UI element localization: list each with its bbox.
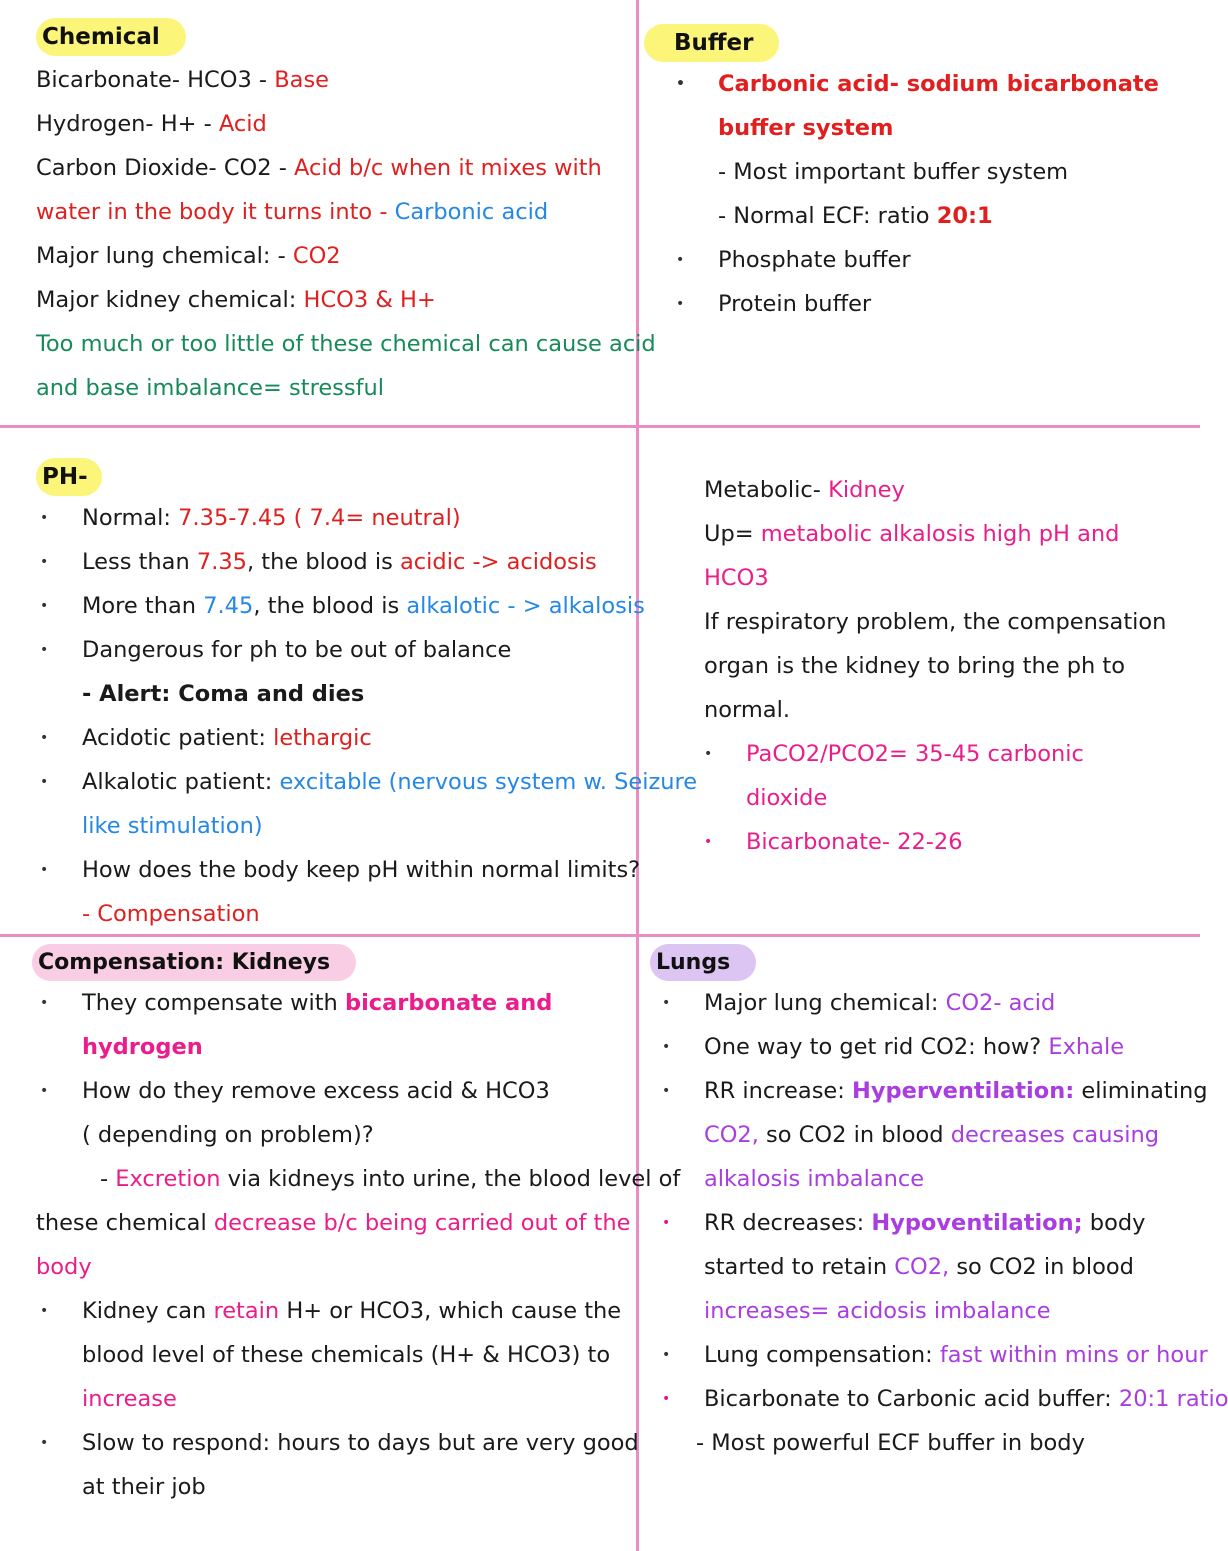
kidneys-title: Compensation: Kidneys <box>32 944 356 981</box>
buffer-item: • Carbonic acid- sodium bicarbonate <box>676 62 1159 106</box>
metabolic-line: organ is the kidney to bring the ph to <box>704 653 1126 679</box>
buffer-title: Buffer <box>644 24 779 62</box>
lungs-item-cont: alkalosis imbalance <box>704 1166 925 1192</box>
chemical-note: Too much or too little of these chemical can cause acid <box>36 331 656 357</box>
buffer-item: • Protein buffer <box>676 282 1159 326</box>
kidneys-item: • They compensate with bicarbonate and <box>40 981 680 1025</box>
lungs-item-cont: increases= acidosis imbalance <box>704 1298 1051 1324</box>
ph-item: • How does the body keep pH within normal limits? <box>40 848 697 892</box>
lungs-item: • RR increase: Hyperventilation: eliminating <box>662 1069 1228 1113</box>
chemical-note: and base imbalance= stressful <box>36 375 385 401</box>
ph-item: • Alkalotic patient: excitable (nervous system w. Seizure <box>40 760 697 804</box>
chemical-line: Major kidney chemical: HCO3 & H+ <box>36 287 436 313</box>
lungs-section <box>650 944 1228 1465</box>
kidneys-item-cont: increase <box>82 1386 177 1412</box>
lungs-subitem: - Most powerful ECF buffer in body <box>696 1430 1085 1456</box>
chemical-section <box>36 18 656 410</box>
lungs-item-cont: started to retain CO2, so CO2 in blood <box>704 1254 1134 1280</box>
metabolic-line: If respiratory problem, the compensation <box>704 609 1167 635</box>
metabolic-line: Metabolic- Kidney <box>704 477 905 503</box>
chemical-line: Major lung chemical: - CO2 <box>36 243 341 269</box>
chemical-line: water in the body it turns into - Carbonic acid <box>36 199 549 225</box>
kidneys-item-cont: hydrogen <box>82 1034 203 1060</box>
metabolic-line: HCO3 <box>704 565 769 591</box>
lungs-item: • Bicarbonate to Carbonic acid buffer: 20:1 ratio <box>662 1377 1228 1421</box>
ph-compensation: - Compensation <box>82 901 260 927</box>
ph-item: • More than 7.45, the blood is alkalotic - > alkalosis <box>40 584 697 628</box>
chemical-line: Hydrogen- H+ - Acid <box>36 111 267 137</box>
horizontal-divider-top <box>0 425 1200 428</box>
kidneys-item: • Slow to respond: hours to days but are very good <box>40 1421 680 1465</box>
lungs-item: • RR decreases: Hypoventilation; body <box>662 1201 1228 1245</box>
kidneys-text: body <box>36 1254 92 1280</box>
metabolic-item-cont: dioxide <box>746 785 828 811</box>
lungs-item: • Major lung chemical: CO2- acid <box>662 981 1228 1025</box>
metabolic-line: normal. <box>704 697 790 723</box>
kidneys-item: • How do they remove excess acid & HCO3 <box>40 1069 680 1113</box>
buffer-subitem: - Normal ECF: ratio 20:1 <box>718 203 993 229</box>
lungs-item: • One way to get rid CO2: how? Exhale <box>662 1025 1228 1069</box>
ph-item: • Normal: 7.35-7.45 ( 7.4= neutral) <box>40 496 697 540</box>
ph-item: • Less than 7.35, the blood is acidic -> acidosis <box>40 540 697 584</box>
buffer-section <box>644 24 1159 326</box>
kidneys-item-cont: at their job <box>82 1474 206 1500</box>
metabolic-item: • Bicarbonate- 22-26 <box>704 820 1166 864</box>
lungs-item-cont: CO2, so CO2 in blood decreases causing <box>704 1122 1159 1148</box>
chemical-line: Bicarbonate- HCO3 - Base <box>36 67 330 93</box>
metabolic-section <box>704 468 1166 864</box>
kidneys-section <box>32 944 680 1509</box>
kidneys-excretion: - Excretion via kidneys into urine, the blood level of <box>100 1166 681 1192</box>
kidneys-text: these chemical decrease b/c being carried out of the <box>36 1210 631 1236</box>
ph-alert: - Alert: Coma and dies <box>82 681 365 707</box>
chemical-line: Carbon Dioxide- CO2 - Acid b/c when it mixes with <box>36 155 602 181</box>
ph-item-cont: like stimulation) <box>82 813 263 839</box>
ph-section <box>36 458 697 936</box>
lungs-title: Lungs <box>650 944 756 981</box>
chemical-title: Chemical <box>36 18 186 56</box>
kidneys-item-cont: ( depending on problem)? <box>82 1122 374 1148</box>
buffer-item: • Phosphate buffer <box>676 238 1159 282</box>
ph-item: • Acidotic patient: lethargic <box>40 716 697 760</box>
kidneys-item-cont: blood level of these chemicals (H+ & HCO3) to <box>82 1342 611 1368</box>
metabolic-item: • PaCO2/PCO2= 35-45 carbonic <box>704 732 1166 776</box>
ph-title: PH- <box>36 458 102 496</box>
metabolic-line: Up= metabolic alkalosis high pH and <box>704 521 1120 547</box>
buffer-subitem: - Most important buffer system <box>718 159 1069 185</box>
kidneys-item: • Kidney can retain H+ or HCO3, which cause the <box>40 1289 680 1333</box>
lungs-item: • Lung compensation: fast within mins or hour <box>662 1333 1228 1377</box>
buffer-item-cont: buffer system <box>718 115 894 141</box>
ph-item: • Dangerous for ph to be out of balance <box>40 628 697 672</box>
